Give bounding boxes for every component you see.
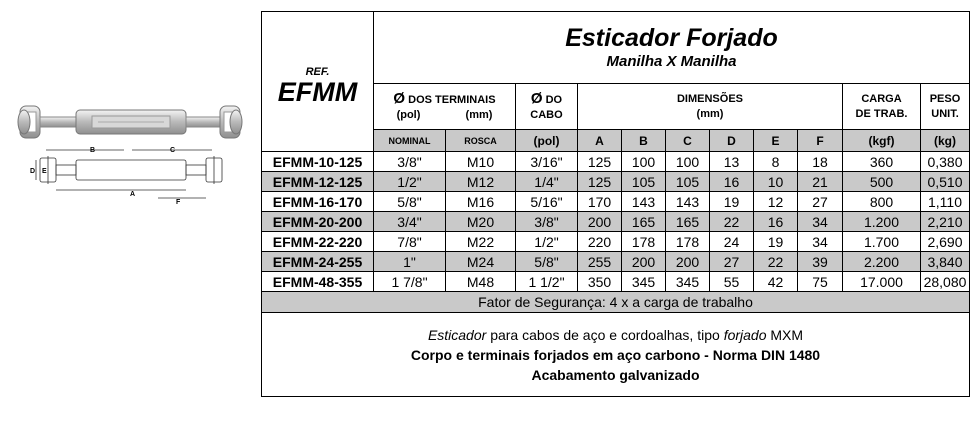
- ref-header-cell: [262, 12, 374, 152]
- row-b: 105: [622, 172, 666, 192]
- row-rosca: M48: [446, 272, 516, 292]
- row-d: 27: [710, 252, 754, 272]
- row-c: 345: [666, 272, 710, 292]
- row-ref: EFMM-22-220: [262, 232, 374, 252]
- row-nominal: 1": [374, 252, 446, 272]
- terminals-mm-label: (mm): [465, 108, 493, 121]
- row-b: 345: [622, 272, 666, 292]
- row-rosca: M16: [446, 192, 516, 212]
- dim-e-label: E: [42, 168, 47, 175]
- load-header: [843, 84, 921, 130]
- dimensions-header: [578, 84, 843, 130]
- subheader-b: B: [622, 130, 666, 152]
- row-c: 105: [666, 172, 710, 192]
- notes-word-forjado: forjado: [723, 326, 767, 343]
- subheader-rosca: ROSCA: [446, 130, 516, 152]
- row-c: 178: [666, 232, 710, 252]
- turnbuckle-illustration: [0, 90, 256, 210]
- row-nominal: 7/8": [374, 232, 446, 252]
- turnbuckle-photo: [18, 106, 242, 138]
- table-row: [262, 192, 970, 212]
- notes-line-1: [262, 325, 969, 345]
- row-cabo: 1/2": [516, 232, 578, 252]
- subheader-c: C: [666, 130, 710, 152]
- title-cell: [374, 12, 970, 84]
- row-cabo: 5/8": [516, 252, 578, 272]
- spec-table: [261, 11, 970, 397]
- row-ref: EFMM-48-355: [262, 272, 374, 292]
- diameter-symbol: Ø: [530, 89, 543, 107]
- terminals-header: [374, 84, 516, 130]
- row-peso: 2,690: [921, 232, 970, 252]
- row-f: 27: [798, 192, 843, 212]
- row-nominal: 3/8": [374, 152, 446, 172]
- subheader-load-unit: (kgf): [843, 130, 921, 152]
- subheader-d: D: [710, 130, 754, 152]
- row-ref: EFMM-12-125: [262, 172, 374, 192]
- row-a: 200: [578, 212, 622, 232]
- notes-text-2: MXM: [770, 326, 804, 343]
- row-c: 165: [666, 212, 710, 232]
- row-peso: 2,210: [921, 212, 970, 232]
- dim-a-label: A: [130, 191, 136, 198]
- row-nominal: 1/2": [374, 172, 446, 192]
- row-e: 19: [754, 232, 798, 252]
- row-carga: 360: [843, 152, 921, 172]
- row-rosca: M12: [446, 172, 516, 192]
- row-rosca: M10: [446, 152, 516, 172]
- row-f: 34: [798, 212, 843, 232]
- load-header-line2: DE TRAB.: [855, 107, 908, 120]
- row-peso: 3,840: [921, 252, 970, 272]
- dimensions-unit: (mm): [696, 107, 724, 120]
- row-e: 12: [754, 192, 798, 212]
- cable-header-line2: CABO: [530, 108, 563, 121]
- row-e: 42: [754, 272, 798, 292]
- row-carga: 17.000: [843, 272, 921, 292]
- row-peso: 0,510: [921, 172, 970, 192]
- row-e: 16: [754, 212, 798, 232]
- row-b: 178: [622, 232, 666, 252]
- row-a: 125: [578, 172, 622, 192]
- row-b: 100: [622, 152, 666, 172]
- row-d: 19: [710, 192, 754, 212]
- row-rosca: M20: [446, 212, 516, 232]
- notes-cell: [262, 313, 970, 397]
- terminals-header-label: DOS TERMINAIS: [408, 93, 496, 106]
- subheader-a: A: [578, 130, 622, 152]
- row-b: 200: [622, 252, 666, 272]
- row-cabo: 1 1/2": [516, 272, 578, 292]
- row-b: 143: [622, 192, 666, 212]
- row-d: 22: [710, 212, 754, 232]
- ref-label: REF.: [305, 65, 330, 78]
- row-e: 10: [754, 172, 798, 192]
- weight-header: [921, 84, 970, 130]
- product-title: Esticador Forjado: [565, 23, 778, 52]
- row-f: 18: [798, 152, 843, 172]
- row-ref: EFMM-10-125: [262, 152, 374, 172]
- notes-line-3: Acabamento galvanizado: [531, 366, 700, 383]
- dim-f-label: F: [176, 199, 181, 206]
- weight-header-line2: UNIT.: [931, 107, 959, 120]
- row-carga: 1.700: [843, 232, 921, 252]
- row-cabo: 3/16": [516, 152, 578, 172]
- row-carga: 2.200: [843, 252, 921, 272]
- ref-code: EFMM: [277, 76, 358, 107]
- notes-word-esticador: Esticador: [427, 326, 487, 343]
- notes-line-2: Corpo e terminais forjados em aço carbono - Norma DIN 1480: [410, 346, 821, 363]
- dim-c-label: C: [170, 147, 176, 154]
- subheader-nominal: NOMINAL: [374, 130, 446, 152]
- table-row: [262, 152, 970, 172]
- row-f: 39: [798, 252, 843, 272]
- table-row: [262, 172, 970, 192]
- row-rosca: M24: [446, 252, 516, 272]
- row-d: 55: [710, 272, 754, 292]
- dim-d-label: D: [30, 168, 36, 175]
- table-row: [262, 252, 970, 272]
- subheader-e: E: [754, 130, 798, 152]
- row-nominal: 1 7/8": [374, 272, 446, 292]
- row-a: 125: [578, 152, 622, 172]
- row-carga: 800: [843, 192, 921, 212]
- row-a: 255: [578, 252, 622, 272]
- load-header-label: CARGA: [861, 92, 902, 105]
- row-f: 75: [798, 272, 843, 292]
- row-peso: 1,110: [921, 192, 970, 212]
- diameter-symbol: Ø: [393, 89, 406, 107]
- terminals-pol-label: (pol): [396, 108, 421, 121]
- cable-header-label: DO: [545, 93, 563, 106]
- row-d: 13: [710, 152, 754, 172]
- subheader-weight-unit: (kg): [921, 130, 970, 152]
- row-cabo: 5/16": [516, 192, 578, 212]
- notes-text-1: para cabos de aço e cordoalhas, tipo: [490, 326, 720, 343]
- row-d: 24: [710, 232, 754, 252]
- row-c: 100: [666, 152, 710, 172]
- cable-header: [516, 84, 578, 130]
- row-nominal: 3/4": [374, 212, 446, 232]
- row-carga: 1.200: [843, 212, 921, 232]
- dimensions-header-label: DIMENSÕES: [676, 92, 743, 105]
- row-nominal: 5/8": [374, 192, 446, 212]
- dim-b-label: B: [90, 147, 96, 154]
- row-e: 22: [754, 252, 798, 272]
- row-cabo: 3/8": [516, 212, 578, 232]
- row-f: 21: [798, 172, 843, 192]
- row-c: 200: [666, 252, 710, 272]
- row-carga: 500: [843, 172, 921, 192]
- subheader-f: F: [798, 130, 843, 152]
- table-row: [262, 212, 970, 232]
- dimension-drawing: [36, 150, 222, 198]
- weight-header-label: PESO: [929, 92, 961, 105]
- subheader-cable-unit: (pol): [516, 130, 578, 152]
- row-a: 170: [578, 192, 622, 212]
- row-f: 34: [798, 232, 843, 252]
- row-peso: 28,080: [921, 272, 970, 292]
- row-d: 16: [710, 172, 754, 192]
- row-a: 350: [578, 272, 622, 292]
- row-ref: EFMM-24-255: [262, 252, 374, 272]
- row-rosca: M22: [446, 232, 516, 252]
- row-b: 165: [622, 212, 666, 232]
- row-c: 143: [666, 192, 710, 212]
- row-ref: EFMM-20-200: [262, 212, 374, 232]
- row-a: 220: [578, 232, 622, 252]
- row-e: 8: [754, 152, 798, 172]
- product-subtitle: Manilha X Manilha: [606, 52, 737, 70]
- safety-factor: Fator de Segurança: 4 x a carga de trabalho: [262, 292, 970, 313]
- table-row: [262, 272, 970, 292]
- table-row: [262, 232, 970, 252]
- row-peso: 0,380: [921, 152, 970, 172]
- row-cabo: 1/4": [516, 172, 578, 192]
- row-ref: EFMM-16-170: [262, 192, 374, 212]
